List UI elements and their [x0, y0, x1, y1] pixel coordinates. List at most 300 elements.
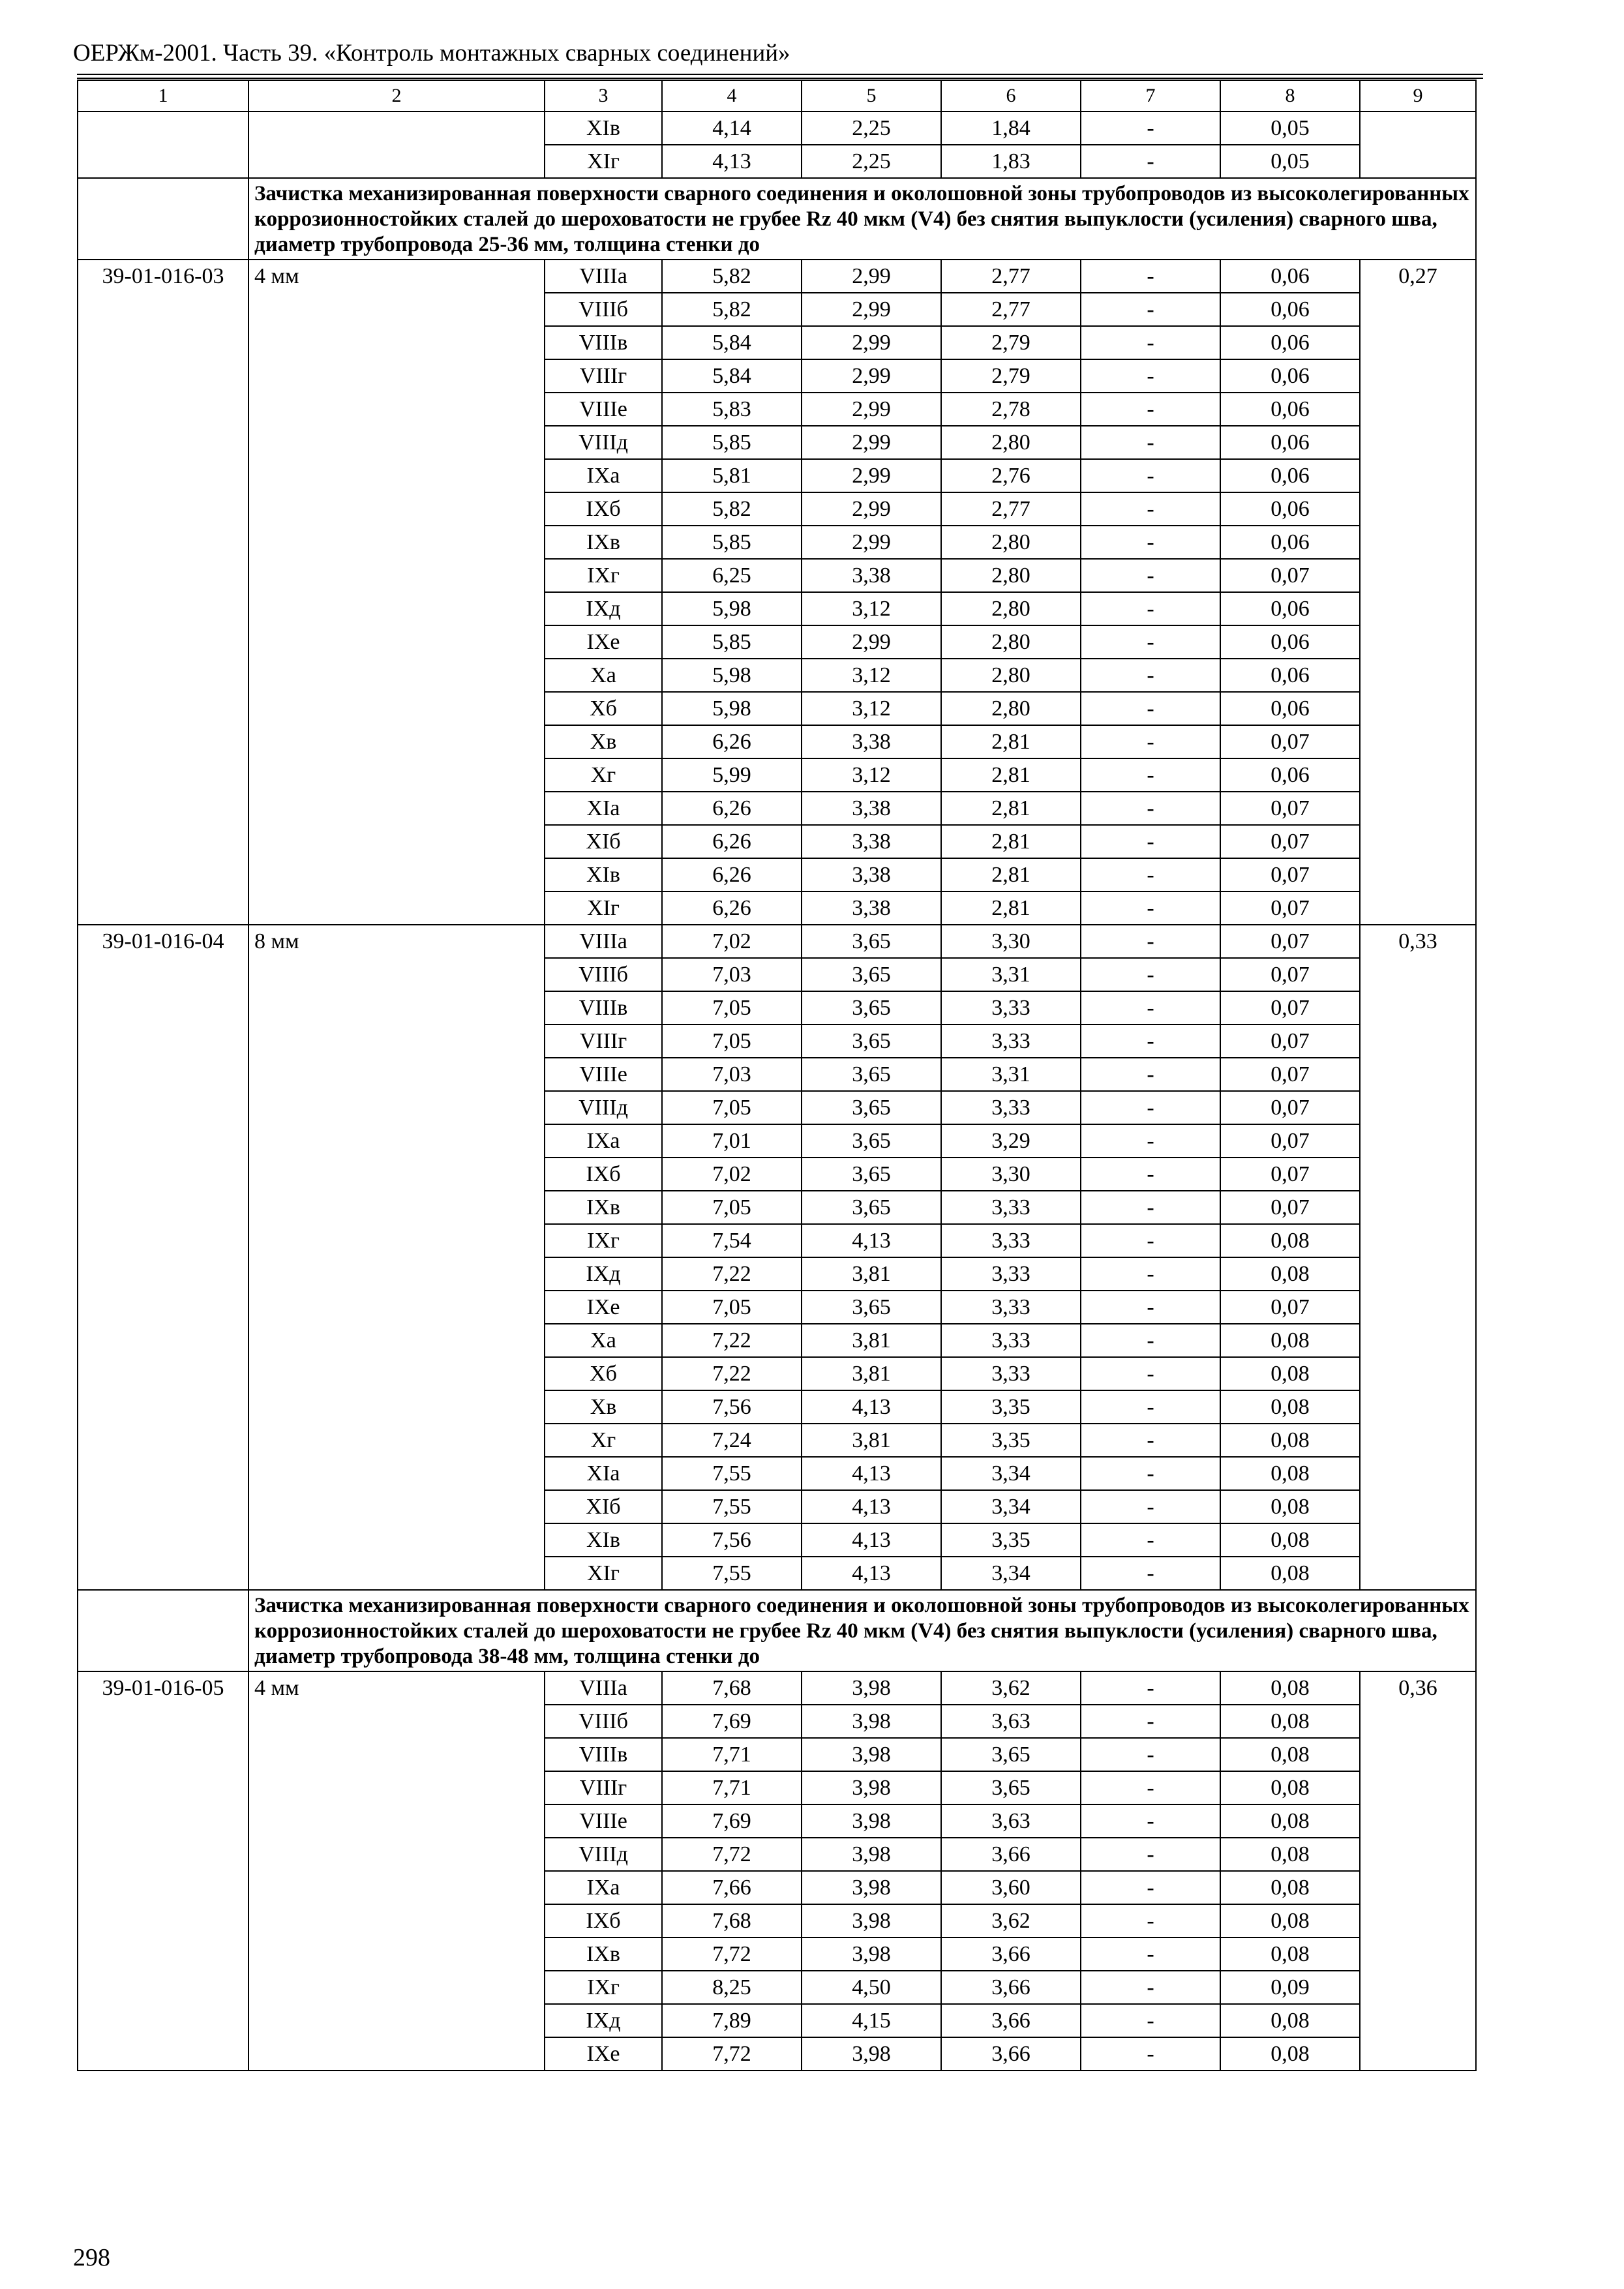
direct-costs-cell: 7,05 — [662, 1025, 802, 1058]
direct-costs-cell: 5,98 — [662, 592, 802, 625]
wages-cell: 2,99 — [802, 260, 941, 293]
pz-code-cell: IХе — [545, 1291, 662, 1324]
direct-costs-cell: 7,22 — [662, 1357, 802, 1390]
machinist-wages-cell: - — [1081, 1871, 1220, 1904]
wages-cell: 4,13 — [802, 1390, 941, 1424]
materials-cell: 0,08 — [1220, 1557, 1360, 1590]
pz-code-cell: VIIIе — [545, 1804, 662, 1838]
materials-cell: 0,07 — [1220, 858, 1360, 891]
wages-cell: 3,65 — [802, 1158, 941, 1191]
wages-cell: 3,12 — [802, 692, 941, 725]
direct-costs-cell: 5,98 — [662, 692, 802, 725]
wages-cell: 3,81 — [802, 1357, 941, 1390]
direct-costs-cell: 7,72 — [662, 1937, 802, 1971]
materials-cell: 0,08 — [1220, 1838, 1360, 1871]
direct-costs-cell: 7,56 — [662, 1523, 802, 1557]
wages-cell: 2,99 — [802, 625, 941, 659]
machinist-wages-cell: - — [1081, 758, 1220, 792]
direct-costs-cell: 7,68 — [662, 1904, 802, 1937]
direct-costs-cell: 7,22 — [662, 1324, 802, 1357]
pz-code-cell: IХв — [545, 1191, 662, 1224]
wages-cell: 2,99 — [802, 293, 941, 326]
materials-cell: 0,06 — [1220, 659, 1360, 692]
materials-cell: 0,06 — [1220, 260, 1360, 293]
materials-cell: 0,08 — [1220, 1357, 1360, 1390]
wages-cell: 2,99 — [802, 426, 941, 459]
direct-costs-cell: 7,05 — [662, 1291, 802, 1324]
machines-cell: 3,65 — [941, 1738, 1081, 1771]
direct-costs-cell: 6,25 — [662, 559, 802, 592]
wages-cell: 4,13 — [802, 1457, 941, 1490]
machinist-wages-cell: - — [1081, 492, 1220, 526]
direct-costs-cell: 7,55 — [662, 1490, 802, 1523]
machines-cell: 2,79 — [941, 359, 1081, 393]
materials-cell: 0,08 — [1220, 1904, 1360, 1937]
pz-code-cell: IХа — [545, 1871, 662, 1904]
pz-code-cell: ХIа — [545, 792, 662, 825]
materials-cell: 0,06 — [1220, 526, 1360, 559]
materials-cell: 0,06 — [1220, 492, 1360, 526]
direct-costs-cell: 5,85 — [662, 625, 802, 659]
column-number-cell: 2 — [248, 80, 545, 112]
materials-cell: 0,06 — [1220, 359, 1360, 393]
direct-costs-cell: 7,68 — [662, 1671, 802, 1705]
direct-costs-cell: 5,99 — [662, 758, 802, 792]
machines-cell: 3,33 — [941, 991, 1081, 1025]
materials-cell: 0,06 — [1220, 426, 1360, 459]
materials-cell: 0,08 — [1220, 1804, 1360, 1838]
pz-code-cell: Ха — [545, 1324, 662, 1357]
machines-cell: 3,66 — [941, 1971, 1081, 2004]
wages-cell: 3,65 — [802, 1191, 941, 1224]
pz-code-cell: Хб — [545, 692, 662, 725]
machinist-wages-cell: - — [1081, 792, 1220, 825]
materials-cell: 0,07 — [1220, 991, 1360, 1025]
wages-cell: 3,65 — [802, 1124, 941, 1158]
section-heading-row — [78, 178, 1476, 260]
wages-cell: 4,13 — [802, 1490, 941, 1523]
machines-cell: 3,31 — [941, 958, 1081, 991]
section-heading: Зачистка механизированная поверхности сварного соединения и околошовной зоны трубопроводов из высоколегированных коррозионностойких сталей до шероховатости не грубее Rz 40 мкм (V4) без снятия выпуклости (усиления) сварного шва, диаметр трубопровода 25-36 мм, толщина стенки до — [248, 178, 1476, 260]
machines-cell: 3,34 — [941, 1557, 1081, 1590]
machinist-wages-cell: - — [1081, 260, 1220, 293]
wall-thickness: 8 мм — [248, 925, 545, 1590]
materials-cell: 0,08 — [1220, 1390, 1360, 1424]
wages-cell: 3,38 — [802, 891, 941, 925]
machinist-wages-cell: - — [1081, 559, 1220, 592]
machinist-wages-cell: - — [1081, 659, 1220, 692]
pz-code-cell: Хг — [545, 758, 662, 792]
materials-cell: 0,08 — [1220, 1224, 1360, 1257]
param-cell — [248, 112, 545, 178]
pz-code-cell: IХе — [545, 2037, 662, 2071]
materials-cell: 0,08 — [1220, 1738, 1360, 1771]
machinist-wages-cell: - — [1081, 825, 1220, 858]
machinist-wages-cell: - — [1081, 1771, 1220, 1804]
wages-cell: 3,65 — [802, 1291, 941, 1324]
pz-code-cell: VIIIб — [545, 958, 662, 991]
pz-code-cell: ХIв — [545, 1523, 662, 1557]
table-row — [78, 112, 1476, 145]
materials-cell: 0,08 — [1220, 1457, 1360, 1490]
machinist-wages-cell: - — [1081, 1357, 1220, 1390]
direct-costs-cell: 7,02 — [662, 925, 802, 958]
machines-cell: 2,80 — [941, 592, 1081, 625]
direct-costs-cell: 5,82 — [662, 260, 802, 293]
materials-cell: 0,07 — [1220, 1291, 1360, 1324]
machines-cell: 3,34 — [941, 1457, 1081, 1490]
column-number-cell: 4 — [662, 80, 802, 112]
machinist-wages-cell: - — [1081, 1671, 1220, 1705]
pz-code-cell: Хв — [545, 1390, 662, 1424]
machines-cell: 2,80 — [941, 426, 1081, 459]
wages-cell: 3,98 — [802, 1904, 941, 1937]
wages-cell: 3,98 — [802, 1838, 941, 1871]
materials-cell: 0,08 — [1220, 1523, 1360, 1557]
machinist-wages-cell: - — [1081, 459, 1220, 492]
rate-code: 39-01-016-05 — [78, 1671, 248, 2071]
header-rule-bottom — [77, 78, 1483, 79]
wages-cell: 2,99 — [802, 459, 941, 492]
direct-costs-cell: 6,26 — [662, 792, 802, 825]
materials-cell: 0,06 — [1220, 459, 1360, 492]
pz-code-cell: VIIIв — [545, 991, 662, 1025]
direct-costs-cell: 5,83 — [662, 393, 802, 426]
machines-cell: 3,29 — [941, 1124, 1081, 1158]
materials-cell: 0,07 — [1220, 1191, 1360, 1224]
wages-cell: 3,98 — [802, 1937, 941, 1971]
wages-cell: 3,12 — [802, 758, 941, 792]
direct-costs-cell: 4,14 — [662, 112, 802, 145]
machines-cell: 2,77 — [941, 492, 1081, 526]
pz-code-cell: VIIIа — [545, 1671, 662, 1705]
pz-code-cell: VIIIа — [545, 925, 662, 958]
pz-code-cell: IХб — [545, 492, 662, 526]
machines-cell: 3,30 — [941, 1158, 1081, 1191]
machines-cell: 3,33 — [941, 1357, 1081, 1390]
direct-costs-cell: 7,05 — [662, 1091, 802, 1124]
machinist-wages-cell: - — [1081, 958, 1220, 991]
machines-cell: 3,62 — [941, 1904, 1081, 1937]
pz-code-cell: Хв — [545, 725, 662, 758]
machinist-wages-cell: - — [1081, 1457, 1220, 1490]
pz-code-cell: ХIг — [545, 1557, 662, 1590]
machinist-wages-cell: - — [1081, 592, 1220, 625]
direct-costs-cell: 7,72 — [662, 2037, 802, 2071]
direct-costs-cell: 7,69 — [662, 1804, 802, 1838]
machines-cell: 2,81 — [941, 725, 1081, 758]
materials-cell: 0,09 — [1220, 1971, 1360, 2004]
labor-cell — [1360, 112, 1476, 178]
materials-cell: 0,06 — [1220, 625, 1360, 659]
direct-costs-cell: 7,03 — [662, 1058, 802, 1091]
wages-cell: 2,99 — [802, 526, 941, 559]
pz-code-cell: VIIIб — [545, 1705, 662, 1738]
machines-cell: 3,33 — [941, 1224, 1081, 1257]
machinist-wages-cell: - — [1081, 326, 1220, 359]
materials-cell: 0,08 — [1220, 1424, 1360, 1457]
machinist-wages-cell: - — [1081, 293, 1220, 326]
machines-cell: 3,33 — [941, 1091, 1081, 1124]
pz-code-cell: IХд — [545, 592, 662, 625]
machinist-wages-cell: - — [1081, 1804, 1220, 1838]
table-row — [78, 925, 1476, 958]
machines-cell: 3,60 — [941, 1871, 1081, 1904]
direct-costs-cell: 7,02 — [662, 1158, 802, 1191]
section-code-cell — [78, 178, 248, 260]
pz-code-cell: IХа — [545, 1124, 662, 1158]
machines-cell: 2,80 — [941, 526, 1081, 559]
pz-code-cell: VIIIг — [545, 1025, 662, 1058]
machines-cell: 2,81 — [941, 858, 1081, 891]
labor-cost: 0,27 — [1360, 260, 1476, 925]
materials-cell: 0,06 — [1220, 758, 1360, 792]
materials-cell: 0,06 — [1220, 592, 1360, 625]
wages-cell: 3,98 — [802, 1771, 941, 1804]
machines-cell: 3,66 — [941, 1838, 1081, 1871]
machines-cell: 2,81 — [941, 758, 1081, 792]
machinist-wages-cell: - — [1081, 526, 1220, 559]
machines-cell: 3,66 — [941, 1937, 1081, 1971]
wages-cell: 3,65 — [802, 925, 941, 958]
materials-cell: 0,07 — [1220, 891, 1360, 925]
wages-cell: 3,12 — [802, 592, 941, 625]
materials-cell: 0,07 — [1220, 792, 1360, 825]
machinist-wages-cell: - — [1081, 1557, 1220, 1590]
machines-cell: 3,66 — [941, 2004, 1081, 2037]
header-rule-top — [77, 74, 1483, 75]
direct-costs-cell: 7,55 — [662, 1557, 802, 1590]
wages-cell: 3,38 — [802, 725, 941, 758]
machinist-wages-cell: - — [1081, 725, 1220, 758]
machines-cell: 3,33 — [941, 1257, 1081, 1291]
machinist-wages-cell: - — [1081, 1224, 1220, 1257]
wages-cell: 4,13 — [802, 1557, 941, 1590]
machinist-wages-cell: - — [1081, 393, 1220, 426]
materials-cell: 0,07 — [1220, 1158, 1360, 1191]
wages-cell: 4,13 — [802, 1523, 941, 1557]
direct-costs-cell: 7,54 — [662, 1224, 802, 1257]
wages-cell: 2,25 — [802, 145, 941, 178]
direct-costs-cell: 7,71 — [662, 1771, 802, 1804]
pz-code-cell: IХа — [545, 459, 662, 492]
pz-code-cell: VIIIа — [545, 260, 662, 293]
wages-cell: 3,65 — [802, 991, 941, 1025]
machinist-wages-cell: - — [1081, 1705, 1220, 1738]
column-number-cell: 3 — [545, 80, 662, 112]
pz-code-cell: IХб — [545, 1904, 662, 1937]
machines-cell: 3,62 — [941, 1671, 1081, 1705]
wages-cell: 3,38 — [802, 858, 941, 891]
page-header-title: ОЕРЖм-2001. Часть 39. «Контроль монтажных сварных соединений» — [73, 40, 790, 67]
machinist-wages-cell: - — [1081, 692, 1220, 725]
materials-cell: 0,08 — [1220, 2037, 1360, 2071]
machinist-wages-cell: - — [1081, 625, 1220, 659]
section-heading: Зачистка механизированная поверхности сварного соединения и околошовной зоны трубопроводов из высоколегированных коррозионностойких сталей до шероховатости не грубее Rz 40 мкм (V4) без снятия выпуклости (усиления) сварного шва, диаметр трубопровода 38-48 мм, толщина стенки до — [248, 1590, 1476, 1671]
column-number-cell: 5 — [802, 80, 941, 112]
direct-costs-cell: 7,89 — [662, 2004, 802, 2037]
column-number-cell: 6 — [941, 80, 1081, 112]
machines-cell: 3,35 — [941, 1523, 1081, 1557]
wages-cell: 3,98 — [802, 1804, 941, 1838]
pz-code-cell: VIIIд — [545, 426, 662, 459]
direct-costs-cell: 7,05 — [662, 1191, 802, 1224]
pz-code-cell: ХIб — [545, 1490, 662, 1523]
machinist-wages-cell: - — [1081, 1291, 1220, 1324]
table-row — [78, 1671, 1476, 1705]
wages-cell: 3,81 — [802, 1324, 941, 1357]
wages-cell: 4,50 — [802, 1971, 941, 2004]
machinist-wages-cell: - — [1081, 858, 1220, 891]
column-number-cell: 8 — [1220, 80, 1360, 112]
machinist-wages-cell: - — [1081, 1904, 1220, 1937]
materials-cell: 0,08 — [1220, 1705, 1360, 1738]
direct-costs-cell: 7,03 — [662, 958, 802, 991]
wages-cell: 2,99 — [802, 492, 941, 526]
code-cell — [78, 112, 248, 178]
materials-cell: 0,08 — [1220, 1490, 1360, 1523]
machines-cell: 3,33 — [941, 1025, 1081, 1058]
machinist-wages-cell: - — [1081, 1257, 1220, 1291]
machinist-wages-cell: - — [1081, 1058, 1220, 1091]
direct-costs-cell: 4,13 — [662, 145, 802, 178]
wages-cell: 3,98 — [802, 1871, 941, 1904]
pz-code-cell: VIIIв — [545, 326, 662, 359]
machines-cell: 2,76 — [941, 459, 1081, 492]
wages-cell: 3,81 — [802, 1424, 941, 1457]
pz-code-cell: IХб — [545, 1158, 662, 1191]
machinist-wages-cell: - — [1081, 1124, 1220, 1158]
pz-code-cell: IХв — [545, 526, 662, 559]
machinist-wages-cell: - — [1081, 426, 1220, 459]
direct-costs-cell: 7,55 — [662, 1457, 802, 1490]
machines-cell: 3,30 — [941, 925, 1081, 958]
norms-table — [77, 80, 1477, 2071]
direct-costs-cell: 7,24 — [662, 1424, 802, 1457]
wages-cell: 4,13 — [802, 1224, 941, 1257]
machinist-wages-cell: - — [1081, 1738, 1220, 1771]
wages-cell: 3,98 — [802, 1671, 941, 1705]
machines-cell: 3,31 — [941, 1058, 1081, 1091]
materials-cell: 0,08 — [1220, 1937, 1360, 1971]
wall-thickness: 4 мм — [248, 1671, 545, 2071]
machines-cell: 2,77 — [941, 293, 1081, 326]
materials-cell: 0,05 — [1220, 112, 1360, 145]
wages-cell: 3,81 — [802, 1257, 941, 1291]
machines-cell: 3,33 — [941, 1324, 1081, 1357]
machinist-wages-cell: - — [1081, 1390, 1220, 1424]
pz-code-cell: VIIIд — [545, 1091, 662, 1124]
machinist-wages-cell: - — [1081, 2037, 1220, 2071]
materials-cell: 0,07 — [1220, 725, 1360, 758]
wages-cell: 3,12 — [802, 659, 941, 692]
page-number: 298 — [73, 2244, 110, 2271]
machinist-wages-cell: - — [1081, 145, 1220, 178]
direct-costs-cell: 6,26 — [662, 725, 802, 758]
machinist-wages-cell: - — [1081, 1324, 1220, 1357]
machinist-wages-cell: - — [1081, 1523, 1220, 1557]
direct-costs-cell: 8,25 — [662, 1971, 802, 2004]
machines-cell: 2,81 — [941, 825, 1081, 858]
machines-cell: 2,79 — [941, 326, 1081, 359]
wages-cell: 3,65 — [802, 1091, 941, 1124]
direct-costs-cell: 5,85 — [662, 426, 802, 459]
machines-cell: 3,66 — [941, 2037, 1081, 2071]
machinist-wages-cell: - — [1081, 891, 1220, 925]
column-number-cell: 7 — [1081, 80, 1220, 112]
materials-cell: 0,06 — [1220, 692, 1360, 725]
direct-costs-cell: 7,05 — [662, 991, 802, 1025]
direct-costs-cell: 5,84 — [662, 359, 802, 393]
machines-cell: 1,84 — [941, 112, 1081, 145]
pz-code-cell: VIIIв — [545, 1738, 662, 1771]
direct-costs-cell: 5,82 — [662, 492, 802, 526]
materials-cell: 0,07 — [1220, 1058, 1360, 1091]
pz-code-cell: ХIб — [545, 825, 662, 858]
machines-cell: 2,80 — [941, 692, 1081, 725]
wages-cell: 3,65 — [802, 958, 941, 991]
direct-costs-cell: 7,22 — [662, 1257, 802, 1291]
wages-cell: 3,38 — [802, 559, 941, 592]
pz-code-cell: VIIIе — [545, 393, 662, 426]
table-row — [78, 260, 1476, 293]
direct-costs-cell: 5,84 — [662, 326, 802, 359]
pz-code-cell: IХг — [545, 1971, 662, 2004]
wall-thickness: 4 мм — [248, 260, 545, 925]
wages-cell: 4,15 — [802, 2004, 941, 2037]
pz-code-cell: IХг — [545, 559, 662, 592]
section-code-cell — [78, 1590, 248, 1671]
pz-code-cell: Хг — [545, 1424, 662, 1457]
machines-cell: 3,35 — [941, 1390, 1081, 1424]
rate-code: 39-01-016-04 — [78, 925, 248, 1590]
section-heading-row — [78, 1590, 1476, 1671]
materials-cell: 0,08 — [1220, 1771, 1360, 1804]
machines-cell: 3,65 — [941, 1771, 1081, 1804]
direct-costs-cell: 7,66 — [662, 1871, 802, 1904]
direct-costs-cell: 5,98 — [662, 659, 802, 692]
pz-code-cell: VIIIе — [545, 1058, 662, 1091]
pz-code-cell: IХв — [545, 1937, 662, 1971]
machinist-wages-cell: - — [1081, 1158, 1220, 1191]
wages-cell: 2,99 — [802, 393, 941, 426]
materials-cell: 0,07 — [1220, 1091, 1360, 1124]
wages-cell: 3,65 — [802, 1025, 941, 1058]
wages-cell: 3,38 — [802, 825, 941, 858]
materials-cell: 0,08 — [1220, 1324, 1360, 1357]
direct-costs-cell: 5,81 — [662, 459, 802, 492]
direct-costs-cell: 7,71 — [662, 1738, 802, 1771]
materials-cell: 0,06 — [1220, 393, 1360, 426]
pz-code-cell: ХIа — [545, 1457, 662, 1490]
machinist-wages-cell: - — [1081, 112, 1220, 145]
table-body — [78, 80, 1476, 2071]
wages-cell: 3,98 — [802, 1738, 941, 1771]
materials-cell: 0,06 — [1220, 326, 1360, 359]
direct-costs-cell: 7,69 — [662, 1705, 802, 1738]
direct-costs-cell: 6,26 — [662, 825, 802, 858]
direct-costs-cell: 7,01 — [662, 1124, 802, 1158]
pz-code-cell: IХд — [545, 2004, 662, 2037]
pz-code-cell: ХIв — [545, 112, 662, 145]
direct-costs-cell: 5,82 — [662, 293, 802, 326]
materials-cell: 0,07 — [1220, 559, 1360, 592]
machinist-wages-cell: - — [1081, 1971, 1220, 2004]
materials-cell: 0,07 — [1220, 1025, 1360, 1058]
pz-code-cell: ХIв — [545, 858, 662, 891]
direct-costs-cell: 6,26 — [662, 891, 802, 925]
machines-cell: 3,33 — [941, 1191, 1081, 1224]
